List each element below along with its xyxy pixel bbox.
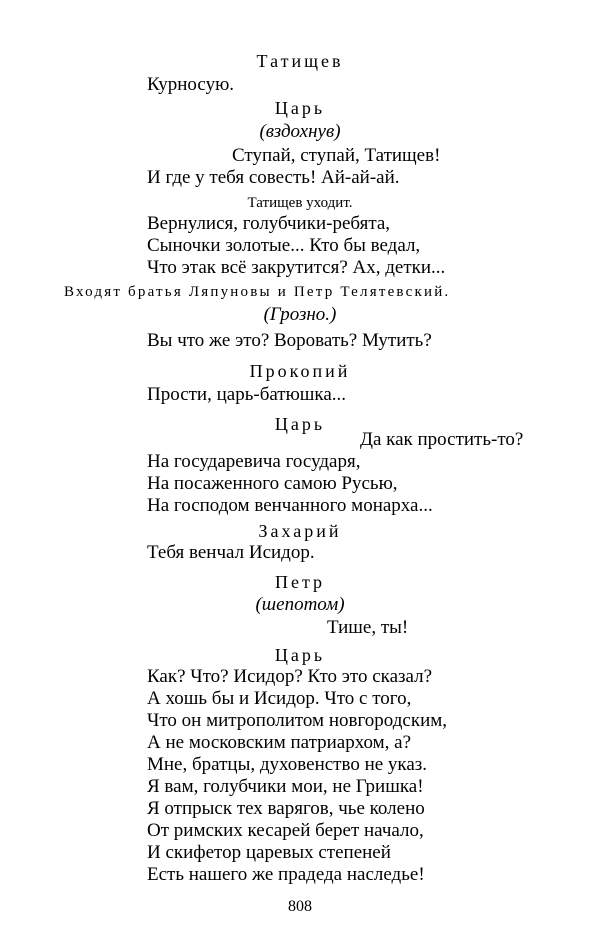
stage-note: Татищев уходит. [247,195,353,211]
verse-line: И скифетор царевых степеней [147,842,391,863]
page-number: 808 [288,898,312,915]
speaker-zakhariy: Захарий [258,521,342,541]
stage-direction: (шепотом) [255,594,345,615]
speaker-tsar: Царь [274,645,326,665]
speaker-tatishchev: Татищев [256,51,344,71]
verse-line: А не московским патриархом, а? [147,732,412,753]
verse-line: На господом венчанного монарха... [147,495,433,516]
verse-line: А хошь бы и Исидор. Что с того, [147,688,412,709]
stage-direction: (Грозно.) [263,304,337,325]
verse-line: Вы что же это? Воровать? Мутить? [147,330,432,351]
verse-line: Тише, ты! [327,617,409,638]
stage-note: Входят братья Ляпуновы и Петр Телятевский. [64,284,451,300]
verse-line: От римских кесарей берет начало, [147,820,424,841]
verse-line: На государевича государя, [147,451,361,472]
stage-direction: (вздохнув) [259,121,341,142]
verse-line: Я вам, голубчики мои, не Гришка! [147,776,424,797]
verse-line: Да как простить-то? [360,429,524,450]
verse-line: Как? Что? Исидор? Кто это сказал? [147,666,433,687]
verse-line: Есть нашего же прадеда наследье! [147,864,425,885]
verse-line: Мне, братцы, духовенство не указ. [147,754,428,775]
verse-line: Я отпрыск тех варягов, чье колено [147,798,425,819]
speaker-tsar: Царь [274,414,326,434]
verse-line: И где у тебя совесть! Ай-ай-ай. [147,167,400,188]
speaker-petr: Петр [274,572,326,592]
verse-line: Что он митрополитом новгородским, [147,710,448,731]
verse-line: Что этак всё закрутится? Ах, детки... [147,257,446,278]
verse-line: Ступай, ступай, Татищев! [232,145,441,166]
verse-line: На посаженного самою Русью, [147,473,398,494]
verse-line: Тебя венчал Исидор. [147,542,315,563]
verse-line: Вернулися, голубчики-ребята, [147,213,391,234]
verse-line: Прости, царь-батюшка... [147,384,347,405]
speaker-prokopiy: Прокопий [249,361,351,381]
verse-line: Курносую. [147,74,235,95]
verse-line: Сыночки золотые... Кто бы ведал, [147,235,421,256]
speaker-tsar: Царь [274,98,326,118]
